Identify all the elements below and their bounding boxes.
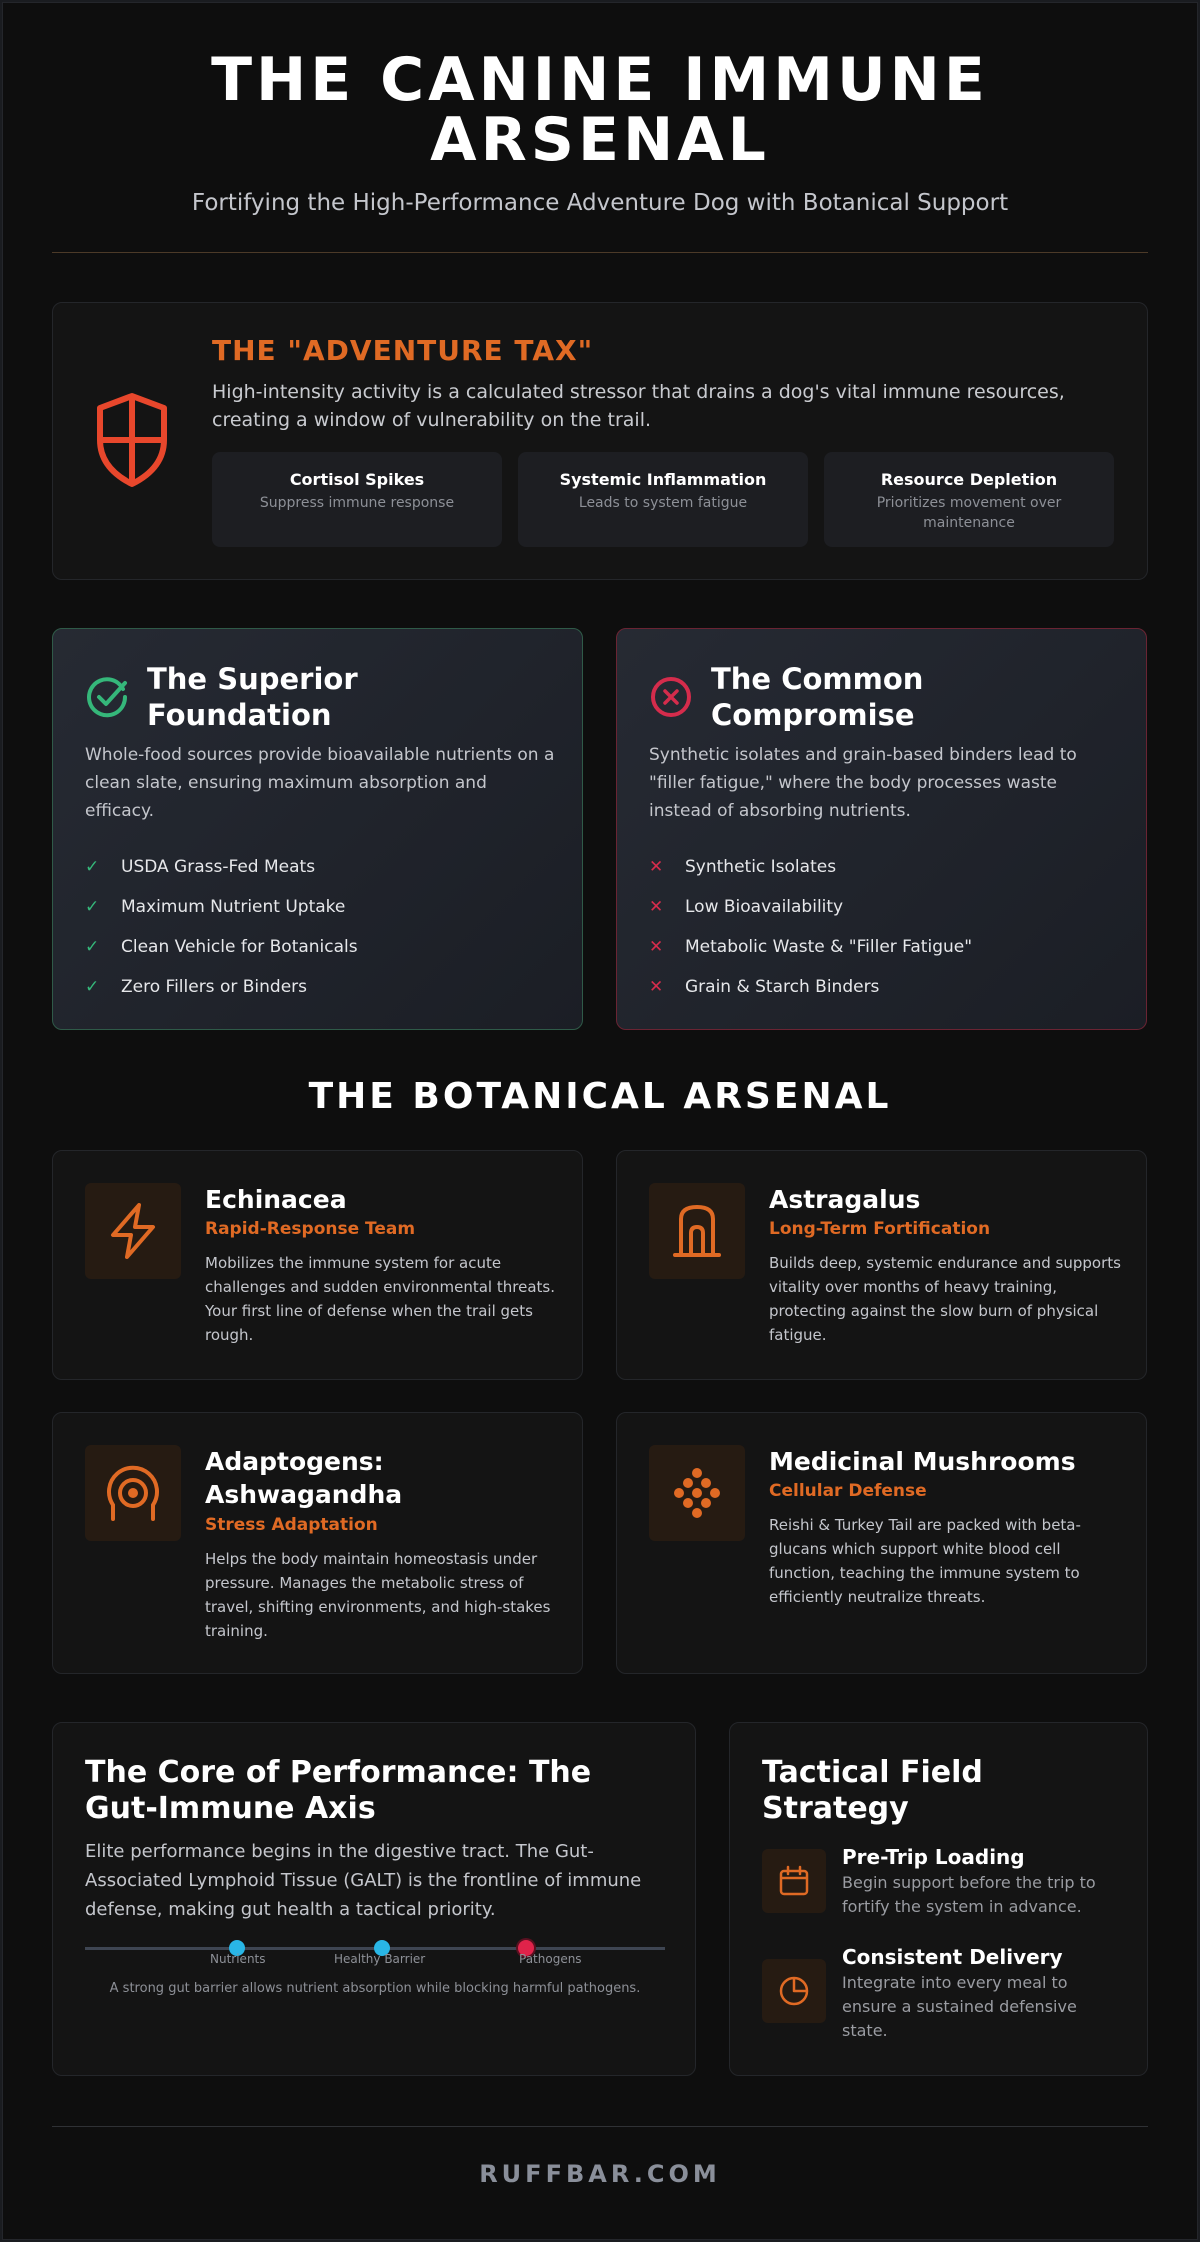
x-icon: ✕ — [649, 857, 664, 877]
arch-icon — [649, 1183, 745, 1279]
botanical-description: Reishi & Turkey Tail are packed with beta-glucans which support white blood cell function, teaching the immune system to efficiently neutralize threats. — [769, 1516, 1081, 1606]
botanical-description: Mobilizes the immune system for acute challenges and sudden environmental threats. Your first line of defense when the trail gets rough. — [205, 1254, 555, 1344]
strategy-name: Consistent Delivery — [842, 1945, 1063, 1969]
page-title-line1: THE CANINE IMMUNE — [211, 45, 989, 115]
stat-title: Cortisol Spikes — [289, 470, 425, 489]
stat-title: Resource Depletion — [880, 470, 1058, 489]
botanical-description: Helps the body maintain homeostasis under pressure. Manages the metabolic stress of travel, shifting environments, and high-stakes training. — [205, 1550, 551, 1640]
compromise-description: Synthetic isolates and grain-based binders lead to "filler fatigue," where the body processes waste instead of absorbing nutrients. — [649, 745, 1077, 821]
x-icon: ✕ — [649, 977, 664, 997]
stat-card — [212, 452, 502, 547]
strategy-description: Integrate into every meal to ensure a sustained defensive state. — [842, 1973, 1077, 2040]
gut-axis-title: The Core of Performance: The Gut-Immune Axis — [85, 1755, 592, 1826]
page-subtitle: Fortifying the High-Performance Adventure Dog with Botanical Support — [191, 190, 1009, 216]
dots-cluster-icon — [649, 1445, 745, 1541]
footer-divider — [52, 2126, 1148, 2127]
stat-description: Prioritizes movement over maintenance — [876, 495, 1062, 531]
list-item — [85, 887, 358, 927]
superior-title: The Superior Foundation — [147, 662, 358, 732]
list-item-label: Low Bioavailability — [685, 897, 844, 917]
check-icon: ✓ — [85, 977, 100, 997]
gut-immune-axis-card — [52, 1722, 696, 2076]
pie-chart-icon — [762, 1959, 826, 2023]
list-item — [649, 967, 972, 1007]
list-item — [85, 927, 358, 967]
stat-description: Leads to system fatigue — [578, 495, 748, 511]
gut-axis-description: Elite performance begins in the digestive tract. The Gut-Associated Lymphoid Tissue (GALT) is the frontline of immune defense, making gut health a tactical priority. — [85, 1841, 642, 1920]
strategy-description: Begin support before the trip to fortify the system in advance. — [842, 1873, 1096, 1916]
divider — [52, 252, 1148, 253]
x-icon: ✕ — [649, 897, 664, 917]
list-item — [649, 847, 972, 887]
list-item — [649, 887, 972, 927]
compromise-title: The Common Compromise — [711, 662, 924, 732]
list-item — [85, 967, 358, 1007]
botanical-name: Astragalus — [769, 1185, 921, 1214]
botanical-card-mushrooms — [616, 1412, 1147, 1674]
botanical-role: Cellular Defense — [769, 1481, 927, 1501]
lightning-bolt-icon — [85, 1183, 181, 1279]
botanical-section-title: THE BOTANICAL ARSENAL — [308, 1076, 892, 1117]
superior-foundation-card — [52, 628, 583, 1030]
stat-description: Suppress immune response — [259, 495, 455, 511]
check-icon: ✓ — [85, 937, 100, 957]
tactical-strategy-card — [729, 1722, 1148, 2076]
list-item-label: Zero Fillers or Binders — [121, 977, 307, 997]
list-item-label: Clean Vehicle for Botanicals — [121, 937, 358, 957]
superior-list — [85, 847, 358, 1007]
botanical-role: Long-Term Fortification — [769, 1219, 991, 1239]
list-item-label: Synthetic Isolates — [685, 857, 837, 877]
marker-label: Healthy Barrier — [334, 1952, 426, 1966]
adventure-tax-description: High-intensity activity is a calculated stressor that drains a dog's vital immune resources, creating a window of vulnerability on the trail. — [212, 381, 1065, 431]
check-icon: ✓ — [85, 897, 100, 917]
botanical-name: Adaptogens: Ashwagandha — [205, 1447, 403, 1509]
check-icon: ✓ — [85, 857, 100, 877]
common-compromise-card — [616, 628, 1147, 1030]
stat-card — [824, 452, 1114, 547]
stat-card — [518, 452, 808, 547]
list-item-label: Metabolic Waste & "Filler Fatigue" — [685, 937, 973, 957]
page-title-line2: ARSENAL — [430, 105, 770, 175]
stat-title: Systemic Inflammation — [559, 470, 767, 489]
adventure-tax-title: THE "ADVENTURE TAX" — [212, 334, 594, 367]
list-item-label: USDA Grass-Fed Meats — [121, 857, 316, 877]
strategy-name: Pre-Trip Loading — [842, 1845, 1025, 1869]
footer-link[interactable]: RUFFBAR.COM — [479, 2160, 721, 2188]
tactical-title: Tactical Field Strategy — [762, 1755, 983, 1826]
page-title — [0, 45, 1200, 175]
x-circle-icon — [649, 675, 693, 723]
botanical-name: Echinacea — [205, 1185, 347, 1214]
botanical-card-astragalus — [616, 1150, 1147, 1380]
shield-icon — [92, 390, 172, 494]
compromise-list — [649, 847, 972, 1007]
check-circle-icon — [85, 675, 129, 723]
list-item-label: Grain & Starch Binders — [685, 977, 880, 997]
botanical-description: Builds deep, systemic endurance and supports vitality over months of heavy training, protecting against the slow burn of physical fatigue. — [769, 1254, 1121, 1344]
botanical-name: Medicinal Mushrooms — [769, 1447, 1076, 1476]
list-item — [649, 927, 972, 967]
botanical-card-ashwagandha — [52, 1412, 583, 1674]
botanical-role: Stress Adaptation — [205, 1515, 378, 1535]
botanical-role: Rapid-Response Team — [205, 1219, 416, 1239]
calendar-icon — [762, 1849, 826, 1913]
x-icon: ✕ — [649, 937, 664, 957]
list-item-label: Maximum Nutrient Uptake — [121, 897, 346, 917]
marker-label: Pathogens — [519, 1952, 582, 1966]
superior-description: Whole-food sources provide bioavailable nutrients on a clean slate, ensuring maximum absorption and efficacy. — [85, 745, 555, 821]
botanical-card-echinacea — [52, 1150, 583, 1380]
gut-axis-caption: A strong gut barrier allows nutrient absorption while blocking harmful pathogens. — [109, 1981, 641, 1996]
marker-label: Nutrients — [210, 1952, 266, 1966]
list-item — [85, 847, 358, 887]
target-icon — [85, 1445, 181, 1541]
